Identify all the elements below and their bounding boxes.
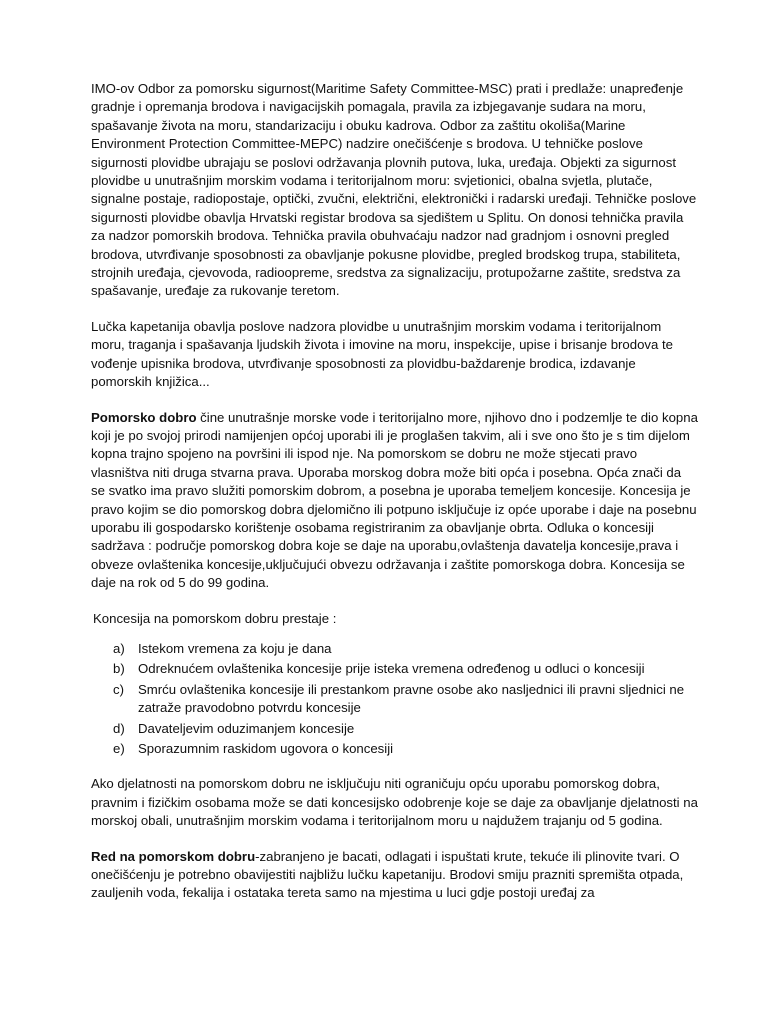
list-marker: a) [113, 640, 125, 656]
list-item-text: Smrću ovlaštenika koncesije ili prestankom pravne osobe ako nasljednici ili pravni sljednici ne zatraže pravodobno potvrdu koncesije [138, 681, 685, 716]
paragraph-order-maritime-domain-body: -zabranjeno je bacati, odlagati i ispuštati krute, tekuće ili plinovite tvari. O onečišćenju je potrebno obavijestiti najbližu lučku kapetaniju. Brodovi smiju prazniti spremišta otpada, zauljenih voda, fekalija i ostataka tereta samo na mjestima u luci gdje postoji uređaj za [91, 848, 684, 901]
list-marker: d) [113, 720, 125, 736]
paragraph-maritime-domain-body: čine unutrašnje morske vode i teritorijalno more, njihovo dno i podzemlje te dio kopna koji je po svojoj prirodi namijenjen općoj uporabi ili je proglašen takvim, ali i sve ono što je s tim dijelom kopna trajno spojeno na površini ili ispod nje. Na pomorskom se dobru ne može stjecati pravo vlasništva niti druga stvarna prava. Uporaba morskog dobra može biti opća i posebna. Opća znači da se svatko ima pravo služiti pomorskim dobrom, a posebna je uporaba temeljem koncesije. Koncesija je pravo kojim se dio pomorskog dobra djelomično ili potpuno isključuje iz opće uporabe i daje na posebnu uporabu ili gospodarsko korištenje osobama registriranim za obavljanje obrta. Odluka o koncesiji sadržava : područje pomorskog dobra koje se daje na uporabu,ovlaštenja davatelja koncesije,prava i obveze ovlaštenika koncesije,uključujući obvezu održavanja i zaštite pomorskoga dobra. Koncesija se daje na rok od 5 do 99 godina. [91, 409, 698, 591]
list-marker: b) [113, 661, 125, 677]
list-item [91, 640, 698, 658]
term-red-na-pomorskom-dobru: Red na pomorskom dobru [91, 848, 256, 864]
paragraph-harbour-master: Lučka kapetanija obavlja poslove nadzora plovidbe u unutrašnjim morskim vodama i teritorijalnom moru, traganja i spašavanja ljudskih života i imovine na moru, inspekcije, upise i brisanje brodova te vođenje upisnika brodova, utvrđivanje sposobnosti za plovidbu-baždarenje brodica, izdavanje pomorskih knjižica... [91, 318, 674, 390]
list-item-text: Istekom vremena za koju je dana [138, 640, 332, 656]
list-item-text: Sporazumnim raskidom ugovora o koncesiji [138, 741, 394, 756]
list-item [91, 740, 698, 758]
paragraph-imo-committees: IMO-ov Odbor za pomorsku sigurnost(Maritime Safety Committee-MSC) prati i predlaže: unapređenje gradnje i opremanja brodova i navigacijskih pomagala, pravila za izbjegavanje sudara na moru, spašavanje života na moru, standarizaciju i obuku kadrova. Odbor za zaštitu okoliša(Marine Environment Protection Committee-MEPC) nadzire onečišćenje s brodova. U tehničke poslove sigurnosti plovidbe ubrajaju se poslovi održavanja plovnih putova, luka, uređaja. Objekti za sigurnost plovidbe u unutrašnjim morskim vodama i teritorijalnom moru: svjetionici, obalna svjetla, plutače, signalne postaje, radiopostaje, optički, zvučni, električni, elektronički i radarski uređaji. Tehničke poslove sigurnosti plovidbe obavlja Hrvatski registar brodova sa sjedištem u Splitu. On donosi tehnička pravila za nadzor pomorskih brodova. Tehnička pravila obuhvaćaju nadzor nad gradnjom i osnovni pregled brodova, utvrđivanje sposobnosti za obavljanje pokusne plovidbe, pregled brodskog trupa, stabiliteta, strojnih uređaja, cjevovoda, radioopreme, sredstva za signalizaciju, protupožarne zaštite, sredstva za spašavanje, uređaje za rukovanje teretom. [91, 81, 697, 299]
paragraph-concession-approval: Ako djelatnosti na pomorskom dobru ne isključuju niti ograničuju opću uporabu pomorskog dobra, pravnim i fizičkim osobama može se dati koncesijsko odobrenje koje se daje za obavljanje djelatnosti na morskoj obali, unutrašnjim morskim vodama i teritorijalnom moru u najdužem trajanju od 5 godina. [91, 776, 698, 829]
list-item-text: Odreknućem ovlaštenika koncesije prije isteka vremena određenog u odluci o koncesiji [138, 661, 645, 677]
paragraph-maritime-domain [91, 409, 698, 593]
concession-termination-list [91, 640, 698, 758]
list-marker: c) [113, 681, 124, 697]
list-item [91, 681, 698, 718]
list-heading: Koncesija na pomorskom dobru prestaje : [93, 610, 337, 626]
list-marker: e) [113, 741, 125, 756]
paragraph-order-maritime-domain [91, 848, 698, 903]
list-item [91, 720, 698, 738]
list-item-text: Davateljevim oduzimanjem koncesije [138, 720, 355, 736]
term-pomorsko-dobro: Pomorsko dobro [91, 409, 197, 425]
list-item [91, 660, 698, 678]
